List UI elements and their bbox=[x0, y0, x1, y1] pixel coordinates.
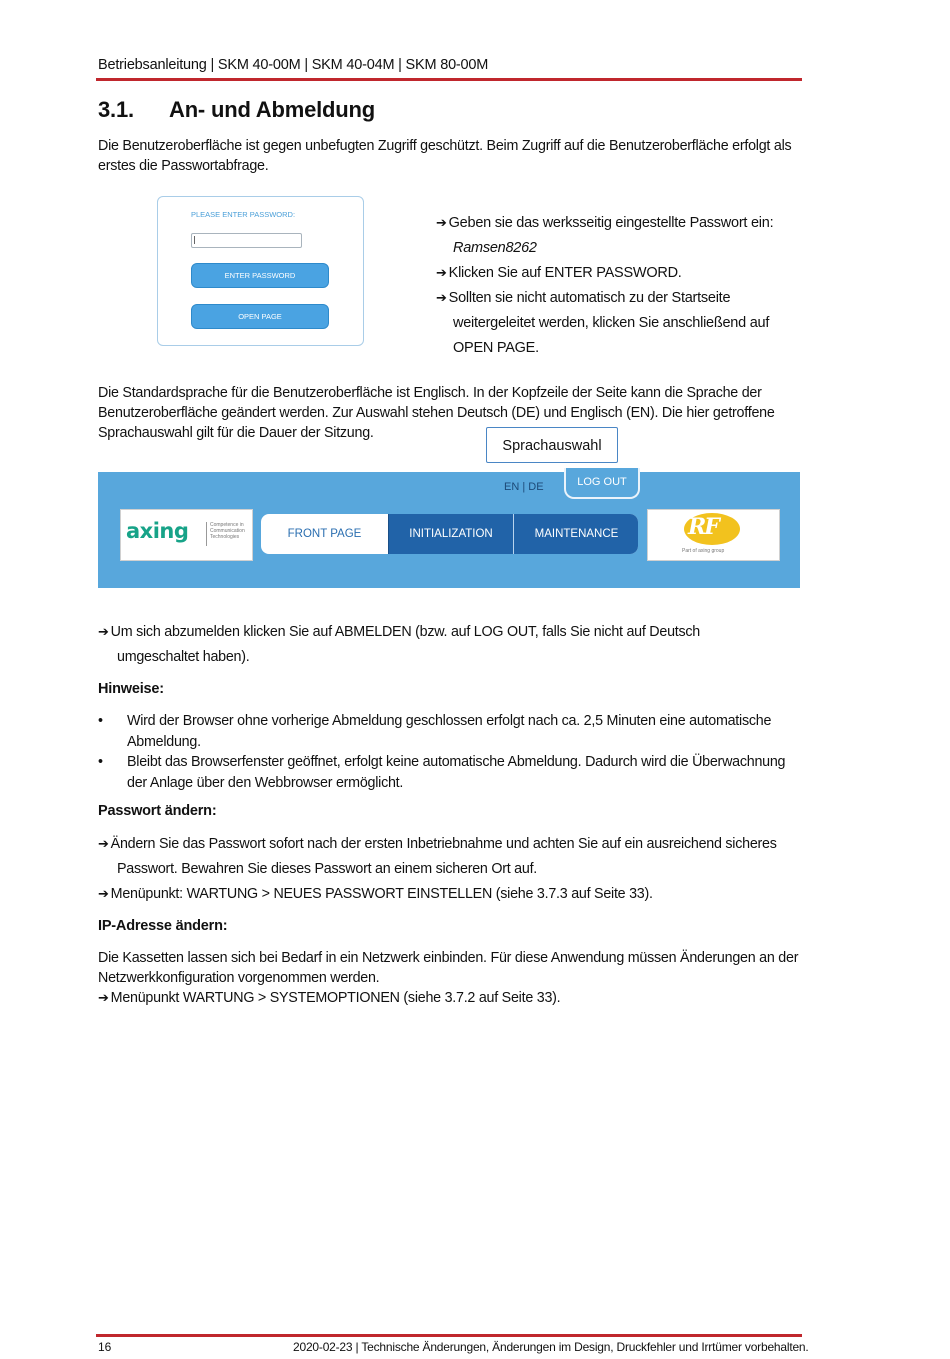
arrow-icon: ➔ bbox=[98, 991, 109, 1006]
language-paragraph: Die Standardsprache für die Benutzeroberfläche ist Englisch. In der Kopfzeile der Seite kann die Sprache der Benutzeroberfläche geändert werden. Zur Auswahl stehen Deutsch (DE) und Englisch (EN). Die hier getroffene Sprachauswahl gilt für die Dauer der Sitzung. bbox=[98, 385, 775, 441]
language-switch[interactable]: EN | DE bbox=[504, 481, 544, 493]
list-item: • Bleibt das Browserfenster geöffnet, erfolgt keine automatische Abmeldung. Dadurch wird die Überwachnung der Anlage über den Webbrowser ermöglicht. bbox=[98, 754, 786, 791]
password-change-steps: ➔ Ändern Sie das Passwort sofort nach der ersten Inbetriebnahme und achten Sie auf ein ausreichend sicheres Passwort. Bewahren Sie dieses Passwort an einem sicheren Ort auf. ➔ Menüpunkt: WARTUNG > NEUES PASSWORT EINSTELLEN (siehe 3.7.3 auf Seite 33). bbox=[98, 836, 777, 902]
arrow-icon: ➔ bbox=[98, 837, 109, 852]
arrow-icon: ➔ bbox=[98, 625, 109, 640]
password-change-heading: Passwort ändern: bbox=[98, 803, 217, 819]
default-password: Ramsen8262 bbox=[453, 240, 537, 256]
rf-logo-text: RF bbox=[688, 514, 718, 540]
step-open-page-line2: weitergeleitet werden, klicken Sie anschließend auf bbox=[453, 315, 770, 331]
arrow-icon: ➔ bbox=[436, 291, 447, 306]
rf-logo-subtitle: Part of axing group bbox=[682, 548, 725, 554]
logout-button[interactable]: LOG OUT bbox=[564, 468, 640, 499]
step-open-page-line3: OPEN PAGE. bbox=[453, 340, 539, 356]
password-label: PLEASE ENTER PASSWORD: bbox=[191, 210, 296, 219]
section-title: An- und Abmeldung bbox=[169, 97, 375, 122]
language-callout: Sprachauswahl bbox=[486, 427, 618, 463]
ip-change-text: Die Kassetten lassen sich bei Bedarf in ein Netzwerk einbinden. Für diese Anwendung müssen Änderungen an der Netzwerkkonfiguration vorgenommen werden. bbox=[98, 950, 799, 986]
logo-divider bbox=[206, 522, 207, 546]
password-caret bbox=[194, 236, 195, 244]
list-item: • Wird der Browser ohne vorherige Abmeldung geschlossen erfolgt nach ca. 2,5 Minuten eine automatische Abmeldung. bbox=[98, 713, 772, 750]
hinweise-heading: Hinweise: bbox=[98, 681, 164, 697]
password-input[interactable] bbox=[191, 233, 302, 248]
header-rule bbox=[96, 78, 802, 81]
arrow-icon: ➔ bbox=[98, 887, 109, 902]
axing-logo-subtitle: Competence in Communication Technologies bbox=[210, 522, 245, 540]
arrow-icon: ➔ bbox=[436, 216, 447, 231]
bullet: • bbox=[98, 754, 103, 770]
step-enter-password: ➔ Geben sie das werksseitig eingestellte Passwort ein: bbox=[436, 215, 774, 231]
tab-front-page[interactable]: FRONT PAGE bbox=[287, 528, 362, 540]
logout-instruction: ➔ Um sich abzumelden klicken Sie auf ABMELDEN (bzw. auf LOG OUT, falls Sie nicht auf Deutsch umgeschaltet haben). bbox=[98, 624, 701, 665]
tab-maintenance[interactable]: MAINTENANCE bbox=[513, 514, 638, 554]
login-steps bbox=[436, 211, 773, 361]
step-click-enter: ➔ Klicken Sie auf ENTER PASSWORD. bbox=[436, 265, 682, 281]
footer-rule bbox=[96, 1334, 802, 1337]
ip-change-heading: IP-Adresse ändern: bbox=[98, 918, 228, 934]
axing-logo-text: axing bbox=[126, 519, 189, 543]
enter-password-button[interactable]: ENTER PASSWORD bbox=[191, 263, 329, 288]
section-number: 3.1. bbox=[98, 97, 134, 122]
nav-tabs bbox=[261, 514, 638, 554]
arrow-icon: ➔ bbox=[436, 266, 447, 281]
step-open-page: ➔ Sollten sie nicht automatisch zu der Startseite bbox=[436, 290, 731, 306]
bullet: • bbox=[98, 713, 103, 729]
intro-paragraph: Die Benutzeroberfläche ist gegen unbefugten Zugriff geschützt. Beim Zugriff auf die Benutzeroberfläche erfolgt als erstes die Passwortabfrage. bbox=[98, 138, 792, 174]
footer-disclaimer: 2020-02-23 | Technische Änderungen, Änderungen im Design, Druckfehler und Irrtümer vorbehalten. bbox=[293, 1340, 809, 1354]
open-page-button[interactable]: OPEN PAGE bbox=[191, 304, 329, 329]
tab-initialization[interactable]: INITIALIZATION bbox=[388, 514, 513, 554]
section-heading bbox=[98, 97, 375, 123]
ip-change-menu: ➔ Menüpunkt WARTUNG > SYSTEMOPTIONEN (siehe 3.7.2 auf Seite 33). bbox=[98, 990, 561, 1006]
hinweise-list bbox=[98, 711, 803, 793]
page-number: 16 bbox=[98, 1340, 112, 1354]
running-header: Betriebsanleitung | SKM 40-00M | SKM 40-04M | SKM 80-00M bbox=[98, 57, 489, 73]
